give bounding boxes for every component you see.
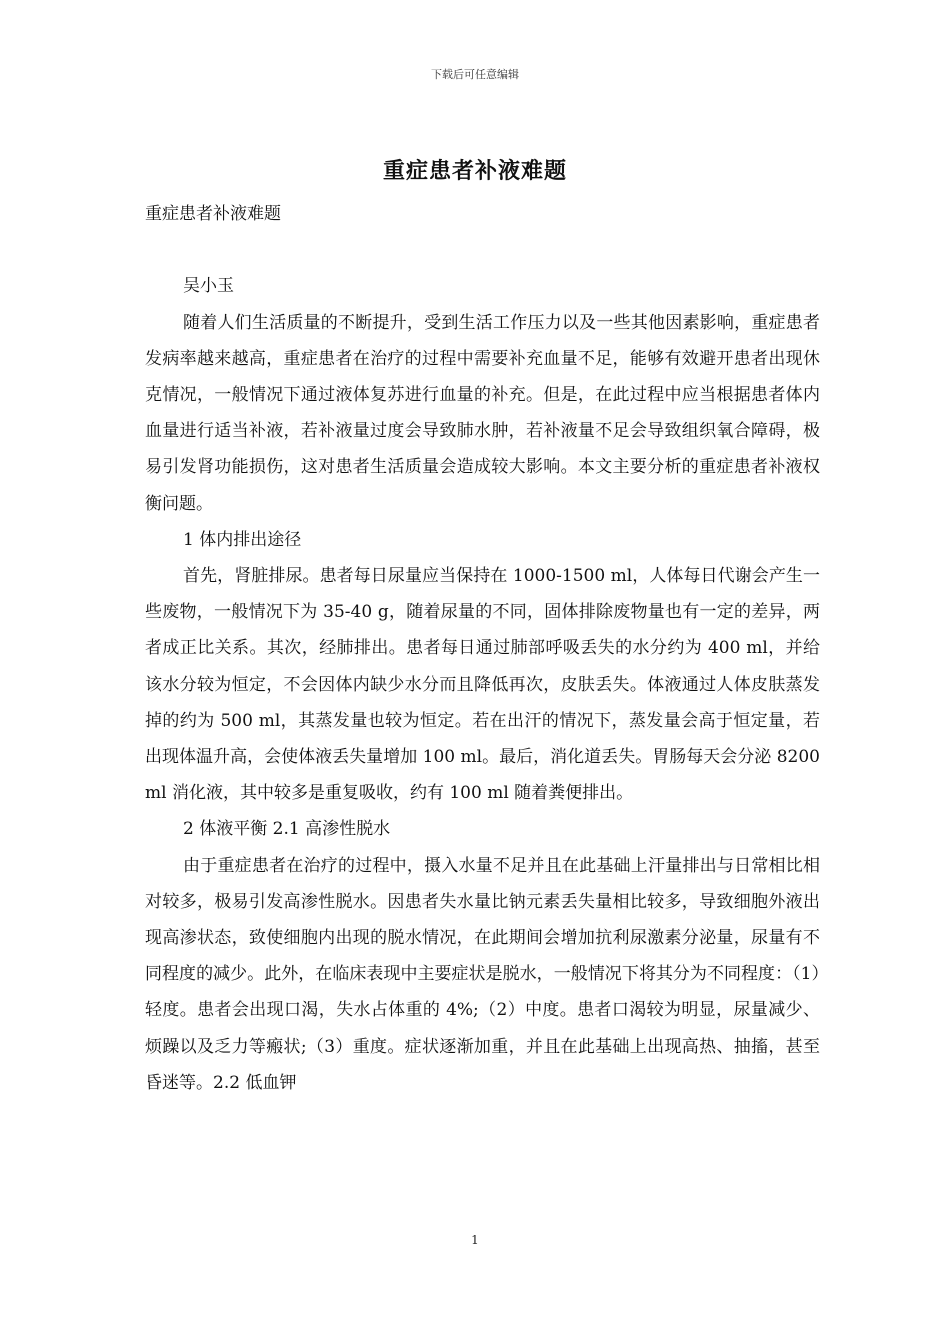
author-name: 吴小玉: [183, 276, 234, 297]
section2-paragraph: 由于重症患者在治疗的过程中，摄入水量不足并且在此基础上汗量排出与日常相比相对较多，极易引发高渗性脱水。因患者失水量比钠元素丢失量相比较多，导致细胞外液出现高渗状态，致使细胞内出现的脱水情况，在此期间会增加抗利尿激素分泌量，尿量有不同程度的减少。此外，在临床表现中主要症状是脱水，一般情况下将其分为不同程度：（1）轻度。患者会出现口渴，失水占体重的 4%;（2）中度。患者口渴较为明显，尿量减少、烦躁以及乏力等瘢状;（3）重度。症状逐渐加重，并且在此基础上出现高热、抽搐，甚至昏迷等。2.2 低血钾: [145, 855, 820, 1093]
subtitle-paragraph: 重症患者补液难题: [145, 204, 281, 224]
page-number: 1: [471, 1233, 479, 1247]
intro-paragraph: 随着人们生活质量的不断提升，受到生活工作压力以及一些其他因素影响，重症患者发病率越来越高，重症患者在治疗的过程中需要补充血量不足，能够有效避开患者出现休克情况，一般情况下通过液体复苏进行血量的补充。但是，在此过程中应当根据患者体内血量进行适当补液，若补液量过度会导致肺水肿，若补液量不足会导致组织氧合障碍，极易引发肾功能损伤，这对患者生活质量会造成较大影响。本文主要分析的重症患者补液权衡问题。: [145, 312, 820, 514]
header-note: 下载后可任意编辑: [431, 68, 519, 81]
blank-line: [145, 232, 820, 268]
section1-paragraph: 首先，肾脏排尿。患者每日尿量应当保持在 1000-1500 ml，人体每日代谢会产生一些废物，一般情况下为 35-40 g，随着尿量的不同，固体排除废物量也有一定的差异，两者成正比关系。其次，经肺排出。患者每日通过肺部呼吸丢失的水分约为 400 ml，并给该水分较为恒定，不会因体内缺少水分而且降低再次，皮肤丢失。体液通过人体皮肤蒸发掉的约为 500 ml，其蒸发量也较为恒定。若在出汗的情况下，蒸发量会高于恒定量，若出现体温升高，会使体液丢失量增加 100 ml。最后，消化道丢失。胃肠每天会分泌 8200 ml 消化液，其中较多是重复吸收，约有 100 ml 随着粪便排出。: [145, 566, 820, 804]
section2-heading: 2 体液平衡 2.1 高渗性脱水: [183, 819, 391, 840]
section1-heading: 1 体内排出途径: [183, 529, 302, 550]
document-title: 重症患者补液难题: [382, 158, 567, 184]
document-body: [145, 196, 820, 1101]
